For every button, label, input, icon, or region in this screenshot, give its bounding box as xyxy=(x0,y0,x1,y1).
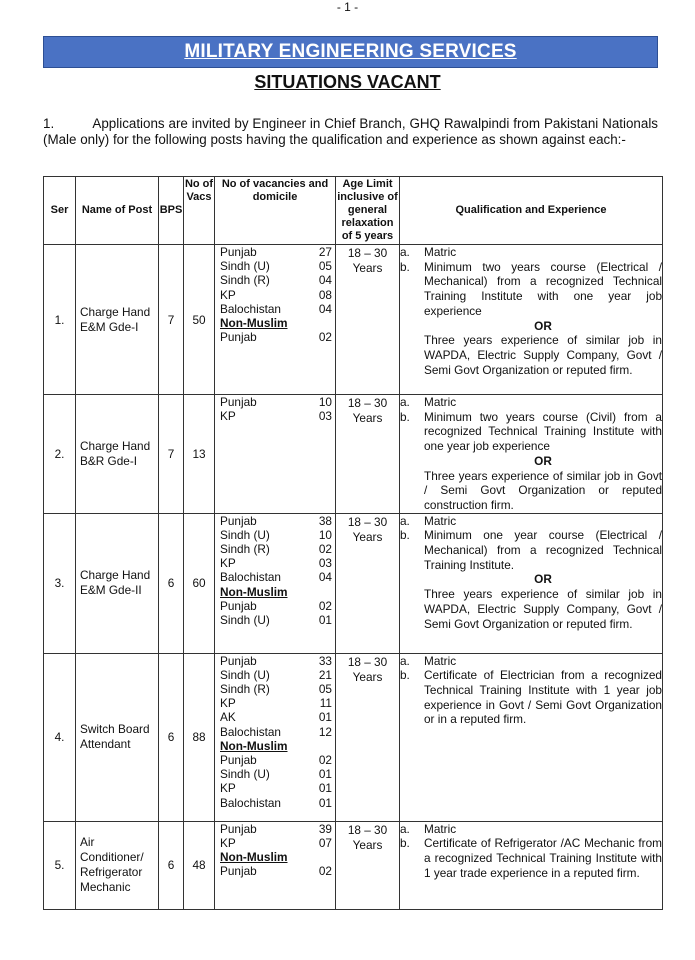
domicile-row xyxy=(215,409,335,423)
bps-cell: 6 xyxy=(159,513,184,653)
domicile-cell xyxy=(215,245,336,395)
header-bps: BPS xyxy=(159,177,184,245)
post-name-cell: Charge Hand E&M Gde-I xyxy=(76,245,159,395)
domicile-count: 02 xyxy=(318,542,332,557)
page-number: - 1 - xyxy=(336,0,359,14)
domicile-row xyxy=(215,585,335,599)
domicile-row xyxy=(215,330,335,344)
domicile-count: 10 xyxy=(318,527,332,542)
domicile-count: 02 xyxy=(318,753,332,768)
domicile-count: 01 xyxy=(318,795,332,810)
domicile-row xyxy=(215,850,335,864)
domicile-place: Sindh (U) xyxy=(220,259,270,274)
post-name-cell: Switch Board Attendant xyxy=(76,653,159,821)
domicile-cell xyxy=(215,653,336,821)
vacs-cell: 60 xyxy=(184,513,215,653)
table-body xyxy=(44,245,663,910)
domicile-row xyxy=(215,654,335,668)
table-row xyxy=(44,245,663,395)
item-letter-a: a. xyxy=(400,821,410,836)
qualification-a: Matric xyxy=(424,653,457,668)
qualification-item xyxy=(400,668,662,727)
vacs-cell: 50 xyxy=(184,245,215,395)
table-row xyxy=(44,513,663,653)
domicile-place: KP xyxy=(220,696,236,711)
age-limit: 18 – 30 Years xyxy=(347,654,388,684)
qualification-b: Minimum two years course (Electrical / Mechanical) from a recognized Technical Training Institute with one year job experience xyxy=(424,259,662,318)
domicile-row xyxy=(215,668,335,682)
domicile-row xyxy=(215,302,335,316)
domicile-row xyxy=(215,710,335,724)
age-cell xyxy=(336,821,400,909)
domicile-place: Sindh (U) xyxy=(220,527,270,542)
vacancies-table xyxy=(43,176,663,910)
domicile-place: Punjab xyxy=(220,864,257,879)
item-letter-a: a. xyxy=(400,245,410,259)
domicile-count: 01 xyxy=(318,613,332,628)
domicile-count: 02 xyxy=(318,330,332,345)
domicile-count: 11 xyxy=(319,696,332,711)
ser-cell: 1. xyxy=(44,245,76,395)
bps-cell: 6 xyxy=(159,821,184,909)
domicile-place: Balochistan xyxy=(220,301,281,316)
age-cell xyxy=(336,513,400,653)
domicile-row xyxy=(215,316,335,330)
domicile-row xyxy=(215,613,335,627)
page-subtitle: SITUATIONS VACANT xyxy=(254,72,441,92)
domicile-count: 08 xyxy=(318,287,332,302)
domicile-place: Non-Muslim xyxy=(220,738,288,753)
domicile-row xyxy=(215,864,335,878)
domicile-place: KP xyxy=(220,781,236,796)
qualification-b: Certificate of Refrigerator /AC Mechanic from a recognized Technical Training Institute with 1 year trade experience in a reputed firm. xyxy=(424,836,662,880)
item-letter-a: a. xyxy=(400,513,410,528)
qualification-item xyxy=(400,528,662,572)
domicile-count: 05 xyxy=(318,682,332,697)
domicile-row xyxy=(215,767,335,781)
domicile-row xyxy=(215,753,335,767)
domicile-row xyxy=(215,528,335,542)
domicile-row xyxy=(215,599,335,613)
header-age: Age Limit inclusive of general relaxation of 5 years xyxy=(336,177,400,245)
qualification-a: Matric xyxy=(424,513,457,528)
domicile-count: 03 xyxy=(318,409,332,424)
domicile-row xyxy=(215,796,335,810)
domicile-row xyxy=(215,781,335,795)
age-limit: 18 – 30 Years xyxy=(347,396,388,425)
qualification-cell xyxy=(400,245,663,395)
domicile-place: Punjab xyxy=(220,653,257,668)
domicile-place: Non-Muslim xyxy=(220,850,288,865)
domicile-place: Sindh (U) xyxy=(220,667,270,682)
domicile-count: 04 xyxy=(318,273,332,288)
domicile-count: 04 xyxy=(318,301,332,316)
post-name-cell: Charge Hand E&M Gde-II xyxy=(76,513,159,653)
header-vacs: No of Vacs xyxy=(184,177,215,245)
domicile-row xyxy=(215,245,335,259)
qualification-item xyxy=(400,654,662,669)
item-letter-b: b. xyxy=(400,409,410,424)
domicile-place: Punjab xyxy=(220,513,257,528)
domicile-count: 02 xyxy=(318,598,332,613)
domicile-place: Punjab xyxy=(220,395,257,409)
domicile-row xyxy=(215,288,335,302)
qualification-b: Minimum two years course (Civil) from a recognized Technical Training Institute with one year job experience xyxy=(424,409,662,454)
vacs-cell: 88 xyxy=(184,653,215,821)
item-letter-a: a. xyxy=(400,395,410,409)
domicile-count: 12 xyxy=(318,724,332,739)
domicile-count: 01 xyxy=(318,767,332,782)
qualification-item xyxy=(400,260,662,319)
age-limit: 18 – 30 Years xyxy=(347,822,388,852)
qualification-item xyxy=(400,245,662,260)
domicile-place: Punjab xyxy=(220,245,257,259)
vacs-cell: 13 xyxy=(184,395,215,514)
item-letter-a: a. xyxy=(400,653,410,668)
domicile-place: Non-Muslim xyxy=(220,316,288,331)
ser-cell: 3. xyxy=(44,513,76,653)
domicile-count: 10 xyxy=(318,395,332,409)
domicile-row xyxy=(215,570,335,584)
age-limit: 18 – 30 Years xyxy=(347,246,388,275)
domicile-row xyxy=(215,822,335,836)
item-letter-b: b. xyxy=(400,668,410,683)
domicile-place: Sindh (U) xyxy=(220,767,270,782)
page-title: MILITARY ENGINEERING SERVICES xyxy=(184,41,517,62)
age-limit: 18 – 30 Years xyxy=(347,514,388,544)
vacs-cell: 48 xyxy=(184,821,215,909)
qualification-cell xyxy=(400,395,663,514)
domicile-place: Non-Muslim xyxy=(220,584,288,599)
domicile-row xyxy=(215,696,335,710)
qualification-or: OR xyxy=(534,453,552,468)
domicile-place: Sindh (R) xyxy=(220,682,270,697)
post-name-cell: Air Conditioner/ Refrigerator Mechanic xyxy=(76,821,159,909)
domicile-row xyxy=(215,273,335,287)
qualification-item xyxy=(400,395,662,410)
qualification-cell xyxy=(400,653,663,821)
domicile-cell xyxy=(215,395,336,514)
bps-cell: 7 xyxy=(159,395,184,514)
domicile-count: 38 xyxy=(318,513,332,528)
table-row xyxy=(44,395,663,514)
age-cell xyxy=(336,395,400,514)
qualification-cell xyxy=(400,513,663,653)
domicile-place: AK xyxy=(220,710,236,725)
domicile-count: 21 xyxy=(318,667,332,682)
domicile-place: Punjab xyxy=(220,753,257,768)
bps-cell: 6 xyxy=(159,653,184,821)
domicile-place: Punjab xyxy=(220,598,257,613)
domicile-place: Punjab xyxy=(220,821,257,836)
qualification-a: Matric xyxy=(424,245,457,259)
age-cell xyxy=(336,653,400,821)
qualification-item xyxy=(400,822,662,837)
item-letter-b: b. xyxy=(400,836,410,851)
domicile-place: Balochistan xyxy=(220,795,281,810)
ser-cell: 5. xyxy=(44,821,76,909)
table-row xyxy=(44,653,663,821)
domicile-row xyxy=(215,556,335,570)
domicile-count: 39 xyxy=(318,821,332,836)
intro-paragraph: 1. Applications are invited by Engineer in Chief Branch, GHQ Rawalpindi from Pakistani Nationals (Male only) for the following posts having the qualification and experience as shown against each:- xyxy=(43,116,662,147)
item-letter-b: b. xyxy=(400,528,410,543)
domicile-count: 05 xyxy=(318,259,332,274)
item-letter-b: b. xyxy=(400,259,410,274)
domicile-place: Balochistan xyxy=(220,570,281,585)
qualification-or: OR xyxy=(534,318,552,333)
domicile-count: 03 xyxy=(318,556,332,571)
qualification-a: Matric xyxy=(424,821,457,836)
domicile-row xyxy=(215,259,335,273)
domicile-row xyxy=(215,542,335,556)
domicile-count: 02 xyxy=(318,864,332,879)
domicile-cell xyxy=(215,513,336,653)
title-banner xyxy=(43,36,658,68)
qualification-alternative: Three years experience of similar job in Govt / Semi Govt Organization or reputed construction firm. xyxy=(424,468,662,512)
qualification-item xyxy=(400,410,662,454)
domicile-row xyxy=(215,395,335,409)
qualification-cell xyxy=(400,821,663,909)
domicile-count: 33 xyxy=(318,653,332,668)
domicile-count: 01 xyxy=(318,781,332,796)
qualification-a: Matric xyxy=(424,395,457,409)
header-ser: Ser xyxy=(44,177,76,245)
domicile-place: KP xyxy=(220,287,236,302)
domicile-row xyxy=(215,682,335,696)
domicile-place: Sindh (U) xyxy=(220,613,270,628)
domicile-place: Punjab xyxy=(220,330,257,345)
qualification-alternative: Three years experience of similar job in WAPDA, Electric Supply Company, Govt / Semi Govt Organization or reputed firm. xyxy=(424,587,662,631)
bps-cell: 7 xyxy=(159,245,184,395)
ser-cell: 2. xyxy=(44,395,76,514)
domicile-cell xyxy=(215,821,336,909)
domicile-count: 01 xyxy=(318,710,332,725)
header-name: Name of Post xyxy=(76,177,159,245)
domicile-place: KP xyxy=(220,556,236,571)
domicile-place: Sindh (R) xyxy=(220,273,270,288)
domicile-count: 04 xyxy=(318,570,332,585)
qualification-item xyxy=(400,836,662,880)
domicile-row xyxy=(215,514,335,528)
header-qualification: Qualification and Experience xyxy=(400,177,663,245)
qualification-item xyxy=(400,514,662,529)
qualification-alternative: Three years experience of similar job in WAPDA, Electric Supply Company, Govt / Semi Govt Organization or reputed firm. xyxy=(424,333,662,377)
qualification-b: Certificate of Electrician from a recognized Technical Training Institute with 1 year job experience in Govt / Semi Govt Organization or in a reputed firm. xyxy=(424,668,662,727)
domicile-count: 27 xyxy=(318,245,332,259)
qualification-b: Minimum one year course (Electrical / Mechanical) from a recognized Technical Training Institute. xyxy=(424,528,662,572)
domicile-place: Sindh (R) xyxy=(220,542,270,557)
domicile-place: KP xyxy=(220,409,236,424)
domicile-row xyxy=(215,836,335,850)
domicile-count: 07 xyxy=(318,835,332,850)
qualification-or: OR xyxy=(534,572,552,587)
domicile-place: Balochistan xyxy=(220,724,281,739)
post-name-cell: Charge Hand B&R Gde-I xyxy=(76,395,159,514)
header-domicile: No of vacancies and domicile xyxy=(215,177,336,245)
domicile-place: KP xyxy=(220,835,236,850)
domicile-row xyxy=(215,725,335,739)
age-cell xyxy=(336,245,400,395)
table-row xyxy=(44,821,663,909)
ser-cell: 4. xyxy=(44,653,76,821)
domicile-row xyxy=(215,739,335,753)
